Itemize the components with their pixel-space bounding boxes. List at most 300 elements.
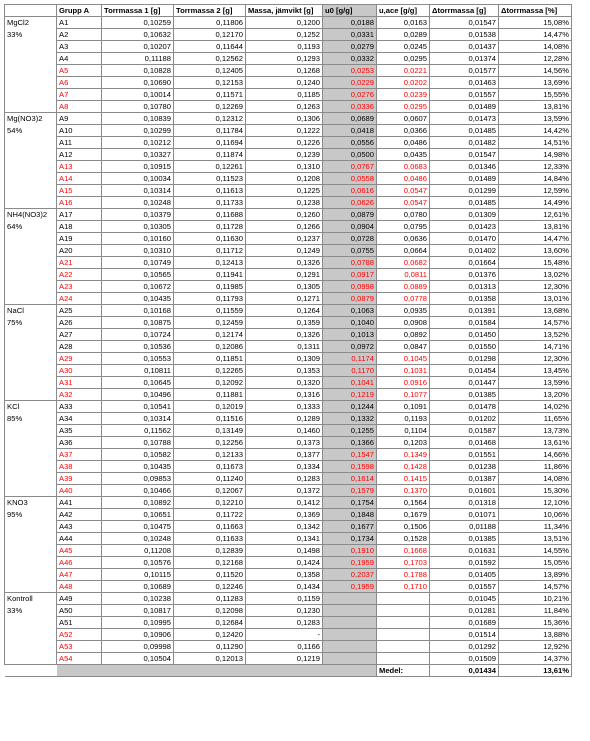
u-ace-cell[interactable]: 0,0289 [377, 29, 430, 41]
delta-percent-cell[interactable]: 13,61% [499, 437, 572, 449]
sample-id-cell[interactable]: A47 [57, 569, 102, 581]
u-ace-cell[interactable] [377, 593, 430, 605]
u-ace-cell[interactable]: 0,1045 [377, 353, 430, 365]
delta-percent-cell[interactable]: 15,55% [499, 89, 572, 101]
u-ace-cell[interactable]: 0,0682 [377, 257, 430, 269]
u0-cell[interactable]: 0,1219 [323, 389, 377, 401]
sample-id-cell[interactable]: A28 [57, 341, 102, 353]
dry-mass-2-cell[interactable]: 0,12086 [174, 341, 246, 353]
delta-percent-cell[interactable]: 14,57% [499, 581, 572, 593]
group-label-cell[interactable] [5, 113, 57, 125]
delta-mass-cell[interactable]: 0,01689 [430, 617, 499, 629]
delta-percent-cell[interactable]: 12,61% [499, 209, 572, 221]
sample-id-cell[interactable]: A17 [57, 209, 102, 221]
sample-id-cell[interactable]: A38 [57, 461, 102, 473]
equilibrium-mass-cell[interactable]: 0,1289 [246, 413, 323, 425]
u-ace-cell[interactable]: 0,1528 [377, 533, 430, 545]
delta-mass-cell[interactable]: 0,01292 [430, 641, 499, 653]
u-ace-cell[interactable]: 0,0908 [377, 317, 430, 329]
u-ace-cell[interactable]: 0,1091 [377, 401, 430, 413]
equilibrium-mass-cell[interactable]: 0,1311 [246, 341, 323, 353]
u0-cell[interactable]: 0,0879 [323, 293, 377, 305]
delta-percent-cell[interactable]: 13,88% [499, 629, 572, 641]
delta-mass-cell[interactable]: 0,01447 [430, 377, 499, 389]
equilibrium-mass-cell[interactable]: 0,1359 [246, 317, 323, 329]
u-ace-cell[interactable]: 0,1031 [377, 365, 430, 377]
u-ace-cell[interactable]: 0,1703 [377, 557, 430, 569]
equilibrium-mass-cell[interactable]: 0,1264 [246, 305, 323, 317]
sample-id-cell[interactable]: A26 [57, 317, 102, 329]
sample-id-cell[interactable]: A33 [57, 401, 102, 413]
group-spacer-cell[interactable] [5, 617, 57, 629]
dry-mass-1-cell[interactable]: 0,10014 [102, 89, 174, 101]
delta-mass-cell[interactable]: 0,01547 [430, 17, 499, 29]
delta-percent-cell[interactable]: 13,68% [499, 305, 572, 317]
sample-id-cell[interactable]: A51 [57, 617, 102, 629]
sample-id-cell[interactable]: A1 [57, 17, 102, 29]
delta-percent-cell[interactable]: 13,02% [499, 269, 572, 281]
u0-cell[interactable]: 0,1579 [323, 485, 377, 497]
u-ace-cell[interactable]: 0,0295 [377, 53, 430, 65]
equilibrium-mass-cell[interactable]: 0,1291 [246, 269, 323, 281]
group-spacer-cell[interactable] [5, 425, 57, 437]
u-ace-cell[interactable]: 0,0366 [377, 125, 430, 137]
group-spacer-cell[interactable] [5, 233, 57, 245]
delta-mass-cell[interactable]: 0,01485 [430, 197, 499, 209]
sample-id-cell[interactable]: A23 [57, 281, 102, 293]
dry-mass-1-cell[interactable]: 0,10811 [102, 365, 174, 377]
delta-mass-cell[interactable]: 0,01468 [430, 437, 499, 449]
dry-mass-1-cell[interactable]: 0,10496 [102, 389, 174, 401]
equilibrium-mass-cell[interactable]: 0,1193 [246, 41, 323, 53]
equilibrium-mass-cell[interactable]: 0,1434 [246, 581, 323, 593]
u-ace-cell[interactable] [377, 617, 430, 629]
dry-mass-1-cell[interactable]: 0,10466 [102, 485, 174, 497]
u0-cell[interactable]: 0,1063 [323, 305, 377, 317]
u-ace-cell[interactable]: 0,0239 [377, 89, 430, 101]
sample-id-cell[interactable]: A9 [57, 113, 102, 125]
dry-mass-2-cell[interactable]: 0,11874 [174, 149, 246, 161]
u-ace-cell[interactable]: 0,1679 [377, 509, 430, 521]
dry-mass-2-cell[interactable]: 0,11688 [174, 209, 246, 221]
sample-id-cell[interactable]: A7 [57, 89, 102, 101]
delta-percent-cell[interactable]: 15,08% [499, 17, 572, 29]
dry-mass-2-cell[interactable]: 0,11644 [174, 41, 246, 53]
u0-cell[interactable]: 0,0336 [323, 101, 377, 113]
u-ace-cell[interactable]: 0,0245 [377, 41, 430, 53]
group-spacer-cell[interactable] [5, 149, 57, 161]
delta-mass-cell[interactable]: 0,01473 [430, 113, 499, 125]
dry-mass-1-cell[interactable]: 0,10651 [102, 509, 174, 521]
delta-mass-cell[interactable]: 0,01188 [430, 521, 499, 533]
u0-cell[interactable]: 0,0972 [323, 341, 377, 353]
u-ace-cell[interactable]: 0,0295 [377, 101, 430, 113]
u0-cell[interactable]: 0,0332 [323, 53, 377, 65]
equilibrium-mass-cell[interactable]: 0,1268 [246, 65, 323, 77]
dry-mass-2-cell[interactable]: 0,11722 [174, 509, 246, 521]
dry-mass-2-cell[interactable]: 0,11523 [174, 173, 246, 185]
delta-mass-cell[interactable]: 0,01387 [430, 473, 499, 485]
dry-mass-2-cell[interactable]: 0,12562 [174, 53, 246, 65]
delta-mass-cell[interactable]: 0,01376 [430, 269, 499, 281]
u-ace-cell[interactable]: 0,0916 [377, 377, 430, 389]
delta-mass-cell[interactable]: 0,01489 [430, 101, 499, 113]
dry-mass-1-cell[interactable]: 0,11188 [102, 53, 174, 65]
u0-cell[interactable]: 0,1959 [323, 581, 377, 593]
u-ace-cell[interactable]: 0,1710 [377, 581, 430, 593]
sample-id-cell[interactable]: A11 [57, 137, 102, 149]
u-ace-cell[interactable]: 0,0607 [377, 113, 430, 125]
u0-cell[interactable]: 0,1040 [323, 317, 377, 329]
delta-percent-cell[interactable]: 14,42% [499, 125, 572, 137]
delta-mass-cell[interactable]: 0,01374 [430, 53, 499, 65]
sample-id-cell[interactable]: A13 [57, 161, 102, 173]
dry-mass-1-cell[interactable]: 0,10305 [102, 221, 174, 233]
dry-mass-1-cell[interactable]: 0,10553 [102, 353, 174, 365]
dry-mass-1-cell[interactable]: 0,10504 [102, 653, 174, 665]
equilibrium-mass-cell[interactable]: 0,1373 [246, 437, 323, 449]
delta-percent-cell[interactable]: 12,33% [499, 161, 572, 173]
delta-mass-cell[interactable]: 0,01538 [430, 29, 499, 41]
delta-mass-cell[interactable]: 0,01238 [430, 461, 499, 473]
delta-percent-cell[interactable]: 14,56% [499, 65, 572, 77]
sample-id-cell[interactable]: A53 [57, 641, 102, 653]
dry-mass-2-cell[interactable]: 0,11694 [174, 137, 246, 149]
equilibrium-mass-cell[interactable]: 0,1237 [246, 233, 323, 245]
dry-mass-2-cell[interactable]: 0,12168 [174, 557, 246, 569]
sample-id-cell[interactable]: A45 [57, 545, 102, 557]
delta-percent-cell[interactable]: 14,49% [499, 197, 572, 209]
delta-percent-cell[interactable]: 13,01% [499, 293, 572, 305]
dry-mass-1-cell[interactable]: 0,10632 [102, 29, 174, 41]
sample-id-cell[interactable]: A40 [57, 485, 102, 497]
u-ace-cell[interactable] [377, 605, 430, 617]
delta-mass-cell[interactable]: 0,01423 [430, 221, 499, 233]
dry-mass-1-cell[interactable]: 0,10541 [102, 401, 174, 413]
group-spacer-cell[interactable] [5, 41, 57, 53]
delta-percent-cell[interactable]: 14,55% [499, 545, 572, 557]
dry-mass-1-cell[interactable]: 0,11562 [102, 425, 174, 437]
u-ace-cell[interactable]: 0,0547 [377, 185, 430, 197]
group-spacer-cell[interactable] [5, 101, 57, 113]
equilibrium-mass-cell[interactable]: 0,1341 [246, 533, 323, 545]
sample-id-cell[interactable]: A52 [57, 629, 102, 641]
group-spacer-cell[interactable] [5, 569, 57, 581]
equilibrium-mass-cell[interactable]: 0,1342 [246, 521, 323, 533]
group-label-cell[interactable] [5, 401, 57, 413]
equilibrium-mass-cell[interactable]: 0,1316 [246, 389, 323, 401]
u-ace-cell[interactable]: 0,1564 [377, 497, 430, 509]
delta-percent-cell[interactable]: 11,34% [499, 521, 572, 533]
sample-id-cell[interactable]: A36 [57, 437, 102, 449]
sample-id-cell[interactable]: A46 [57, 557, 102, 569]
equilibrium-mass-cell[interactable]: 0,1238 [246, 197, 323, 209]
delta-percent-cell[interactable]: 14,66% [499, 449, 572, 461]
delta-percent-cell[interactable]: 14,47% [499, 29, 572, 41]
u0-cell[interactable]: 0,0998 [323, 281, 377, 293]
u-ace-cell[interactable]: 0,0811 [377, 269, 430, 281]
delta-mass-cell[interactable]: 0,01385 [430, 389, 499, 401]
delta-percent-cell[interactable]: 11,65% [499, 413, 572, 425]
group-spacer-cell[interactable] [5, 185, 57, 197]
delta-mass-cell[interactable]: 0,01601 [430, 485, 499, 497]
delta-percent-cell[interactable]: 12,28% [499, 53, 572, 65]
u0-cell[interactable]: 0,1332 [323, 413, 377, 425]
delta-percent-cell[interactable]: 14,08% [499, 473, 572, 485]
group-spacer-cell[interactable] [5, 77, 57, 89]
group-label-cell[interactable] [5, 497, 57, 509]
dry-mass-1-cell[interactable]: 0,10115 [102, 569, 174, 581]
equilibrium-mass-cell[interactable]: 0,1424 [246, 557, 323, 569]
sample-id-cell[interactable]: A39 [57, 473, 102, 485]
group-spacer-cell[interactable] [5, 581, 57, 593]
footer-label-cell[interactable]: Medel: [377, 665, 430, 677]
equilibrium-mass-cell[interactable]: 0,1226 [246, 137, 323, 149]
delta-percent-cell[interactable]: 13,45% [499, 365, 572, 377]
sample-id-cell[interactable]: A24 [57, 293, 102, 305]
dry-mass-2-cell[interactable]: 0,11881 [174, 389, 246, 401]
u0-cell[interactable]: 0,1547 [323, 449, 377, 461]
delta-mass-cell[interactable]: 0,01631 [430, 545, 499, 557]
sample-id-cell[interactable]: A8 [57, 101, 102, 113]
group-spacer-cell[interactable] [5, 317, 57, 329]
sample-id-cell[interactable]: A6 [57, 77, 102, 89]
sample-id-cell[interactable]: A42 [57, 509, 102, 521]
u0-cell[interactable]: 0,1013 [323, 329, 377, 341]
header-cell-group[interactable] [5, 5, 57, 17]
group-spacer-cell[interactable] [5, 197, 57, 209]
dry-mass-2-cell[interactable]: 0,11851 [174, 353, 246, 365]
delta-mass-cell[interactable]: 0,01346 [430, 161, 499, 173]
dry-mass-2-cell[interactable]: 0,11784 [174, 125, 246, 137]
delta-percent-cell[interactable]: 12,59% [499, 185, 572, 197]
dry-mass-2-cell[interactable]: 0,11516 [174, 413, 246, 425]
equilibrium-mass-cell[interactable]: 0,1412 [246, 497, 323, 509]
dry-mass-1-cell[interactable]: 0,10645 [102, 377, 174, 389]
dry-mass-2-cell[interactable]: 0,11240 [174, 473, 246, 485]
sample-id-cell[interactable]: A37 [57, 449, 102, 461]
dry-mass-1-cell[interactable]: 0,10828 [102, 65, 174, 77]
dry-mass-1-cell[interactable]: 0,10576 [102, 557, 174, 569]
delta-percent-cell[interactable]: 14,47% [499, 233, 572, 245]
dry-mass-2-cell[interactable]: 0,12413 [174, 257, 246, 269]
delta-mass-cell[interactable]: 0,01584 [430, 317, 499, 329]
dry-mass-1-cell[interactable]: 0,10379 [102, 209, 174, 221]
equilibrium-mass-cell[interactable]: 0,1208 [246, 173, 323, 185]
group-spacer-cell[interactable] [5, 125, 57, 137]
dry-mass-2-cell[interactable]: 0,12246 [174, 581, 246, 593]
delta-mass-cell[interactable]: 0,01463 [430, 77, 499, 89]
u0-cell[interactable]: 0,1174 [323, 353, 377, 365]
u-ace-cell[interactable] [377, 653, 430, 665]
group-spacer-cell[interactable] [5, 353, 57, 365]
equilibrium-mass-cell[interactable]: 0,1252 [246, 29, 323, 41]
group-spacer-cell[interactable] [5, 257, 57, 269]
dry-mass-2-cell[interactable]: 0,12405 [174, 65, 246, 77]
dry-mass-1-cell[interactable]: 0,10160 [102, 233, 174, 245]
dry-mass-2-cell[interactable]: 0,11793 [174, 293, 246, 305]
equilibrium-mass-cell[interactable]: 0,1372 [246, 485, 323, 497]
u-ace-cell[interactable]: 0,0486 [377, 137, 430, 149]
dry-mass-1-cell[interactable]: 0,10314 [102, 185, 174, 197]
sample-id-cell[interactable]: A15 [57, 185, 102, 197]
dry-mass-1-cell[interactable]: 0,10749 [102, 257, 174, 269]
group-spacer-cell[interactable] [5, 437, 57, 449]
header-cell-dry-mass-2[interactable]: Torrmassa 2 [g] [174, 5, 246, 17]
dry-mass-2-cell[interactable]: 0,11806 [174, 17, 246, 29]
delta-mass-cell[interactable]: 0,01454 [430, 365, 499, 377]
delta-mass-cell[interactable]: 0,01318 [430, 497, 499, 509]
dry-mass-2-cell[interactable]: 0,11985 [174, 281, 246, 293]
equilibrium-mass-cell[interactable]: 0,1333 [246, 401, 323, 413]
group-spacer-cell[interactable] [5, 293, 57, 305]
group-spacer-cell[interactable] [5, 89, 57, 101]
dry-mass-1-cell[interactable]: 0,10435 [102, 461, 174, 473]
u-ace-cell[interactable]: 0,1668 [377, 545, 430, 557]
u-ace-cell[interactable]: 0,0435 [377, 149, 430, 161]
dry-mass-1-cell[interactable]: 0,10690 [102, 77, 174, 89]
u-ace-cell[interactable]: 0,1104 [377, 425, 430, 437]
dry-mass-2-cell[interactable]: 0,12839 [174, 545, 246, 557]
header-cell-sample[interactable]: Grupp A [57, 5, 102, 17]
dry-mass-2-cell[interactable]: 0,11559 [174, 305, 246, 317]
sample-id-cell[interactable]: A5 [57, 65, 102, 77]
group-spacer-cell[interactable] [5, 545, 57, 557]
u0-cell[interactable]: 0,0879 [323, 209, 377, 221]
dry-mass-2-cell[interactable]: 0,12256 [174, 437, 246, 449]
footer-mean-delta-percent[interactable]: 13,61% [499, 665, 572, 677]
dry-mass-2-cell[interactable]: 0,11728 [174, 221, 246, 233]
equilibrium-mass-cell[interactable]: 0,1271 [246, 293, 323, 305]
group-spacer-cell[interactable] [5, 485, 57, 497]
dry-mass-2-cell[interactable]: 0,11283 [174, 593, 246, 605]
u-ace-cell[interactable]: 0,1193 [377, 413, 430, 425]
sample-id-cell[interactable]: A50 [57, 605, 102, 617]
equilibrium-mass-cell[interactable]: 0,1185 [246, 89, 323, 101]
group-spacer-cell[interactable] [5, 473, 57, 485]
dry-mass-1-cell[interactable]: 0,10565 [102, 269, 174, 281]
dry-mass-2-cell[interactable]: 0,11712 [174, 245, 246, 257]
u0-cell[interactable] [323, 617, 377, 629]
delta-percent-cell[interactable]: 10,06% [499, 509, 572, 521]
dry-mass-2-cell[interactable]: 0,12684 [174, 617, 246, 629]
group-label-cell[interactable] [5, 593, 57, 605]
delta-mass-cell[interactable]: 0,01450 [430, 329, 499, 341]
delta-percent-cell[interactable]: 12,30% [499, 353, 572, 365]
delta-percent-cell[interactable]: 15,30% [499, 485, 572, 497]
u0-cell[interactable]: 0,1677 [323, 521, 377, 533]
group-spacer-cell[interactable] [5, 413, 57, 425]
u-ace-cell[interactable]: 0,0664 [377, 245, 430, 257]
u0-cell[interactable]: 0,1244 [323, 401, 377, 413]
dry-mass-2-cell[interactable]: 0,11571 [174, 89, 246, 101]
delta-percent-cell[interactable]: 14,08% [499, 41, 572, 53]
dry-mass-1-cell[interactable]: 0,10248 [102, 197, 174, 209]
delta-percent-cell[interactable]: 11,84% [499, 605, 572, 617]
equilibrium-mass-cell[interactable]: 0,1230 [246, 605, 323, 617]
group-spacer-cell[interactable] [5, 605, 57, 617]
group-spacer-cell[interactable] [5, 449, 57, 461]
delta-percent-cell[interactable]: 13,60% [499, 245, 572, 257]
u0-cell[interactable]: 0,1170 [323, 365, 377, 377]
u-ace-cell[interactable]: 0,0935 [377, 305, 430, 317]
dry-mass-2-cell[interactable]: 0,12092 [174, 377, 246, 389]
delta-percent-cell[interactable]: 13,51% [499, 533, 572, 545]
dry-mass-2-cell[interactable]: 0,12013 [174, 653, 246, 665]
delta-percent-cell[interactable]: 13,59% [499, 377, 572, 389]
group-spacer-cell[interactable] [5, 653, 57, 665]
dry-mass-1-cell[interactable]: 0,10817 [102, 605, 174, 617]
delta-mass-cell[interactable]: 0,01557 [430, 581, 499, 593]
equilibrium-mass-cell[interactable]: 0,1166 [246, 641, 323, 653]
equilibrium-mass-cell[interactable]: 0,1225 [246, 185, 323, 197]
dry-mass-1-cell[interactable]: 0,10672 [102, 281, 174, 293]
u0-cell[interactable]: 0,0904 [323, 221, 377, 233]
dry-mass-2-cell[interactable]: 0,12312 [174, 113, 246, 125]
equilibrium-mass-cell[interactable]: 0,1222 [246, 125, 323, 137]
delta-mass-cell[interactable]: 0,01045 [430, 593, 499, 605]
sample-id-cell[interactable]: A2 [57, 29, 102, 41]
dry-mass-2-cell[interactable]: 0,11630 [174, 233, 246, 245]
sample-id-cell[interactable]: A16 [57, 197, 102, 209]
group-spacer-cell[interactable] [5, 521, 57, 533]
sample-id-cell[interactable]: A12 [57, 149, 102, 161]
sample-id-cell[interactable]: A32 [57, 389, 102, 401]
group-spacer-cell[interactable] [5, 389, 57, 401]
dry-mass-2-cell[interactable]: 0,11290 [174, 641, 246, 653]
dry-mass-1-cell[interactable]: 0,10475 [102, 521, 174, 533]
dry-mass-2-cell[interactable]: 0,12174 [174, 329, 246, 341]
dry-mass-1-cell[interactable]: 0,10995 [102, 617, 174, 629]
delta-mass-cell[interactable]: 0,01485 [430, 125, 499, 137]
dry-mass-1-cell[interactable]: 0,11208 [102, 545, 174, 557]
dry-mass-1-cell[interactable]: 0,10915 [102, 161, 174, 173]
header-cell-u0[interactable]: u0 [g/g] [323, 5, 377, 17]
dry-mass-2-cell[interactable]: 0,12210 [174, 497, 246, 509]
u0-cell[interactable]: 0,1848 [323, 509, 377, 521]
u-ace-cell[interactable]: 0,1506 [377, 521, 430, 533]
equilibrium-mass-cell[interactable]: 0,1219 [246, 653, 323, 665]
group-spacer-cell[interactable] [5, 377, 57, 389]
u0-cell[interactable]: 0,0616 [323, 185, 377, 197]
delta-mass-cell[interactable]: 0,01071 [430, 509, 499, 521]
sample-id-cell[interactable]: A41 [57, 497, 102, 509]
equilibrium-mass-cell[interactable]: 0,1309 [246, 353, 323, 365]
equilibrium-mass-cell[interactable]: 0,1263 [246, 101, 323, 113]
header-cell-u-ace[interactable]: u,ace [g/g] [377, 5, 430, 17]
group-spacer-cell[interactable] [5, 173, 57, 185]
dry-mass-2-cell[interactable]: 0,11941 [174, 269, 246, 281]
header-cell-delta-percent[interactable]: Δtorrmassa [%] [499, 5, 572, 17]
delta-percent-cell[interactable]: 14,98% [499, 149, 572, 161]
delta-mass-cell[interactable]: 0,01298 [430, 353, 499, 365]
u-ace-cell[interactable]: 0,0889 [377, 281, 430, 293]
dry-mass-1-cell[interactable]: 0,10435 [102, 293, 174, 305]
u-ace-cell[interactable]: 0,0202 [377, 77, 430, 89]
equilibrium-mass-cell[interactable]: 0,1283 [246, 617, 323, 629]
delta-mass-cell[interactable]: 0,01405 [430, 569, 499, 581]
u-ace-cell[interactable]: 0,0636 [377, 233, 430, 245]
delta-mass-cell[interactable]: 0,01587 [430, 425, 499, 437]
header-cell-delta-mass[interactable]: Δtorrmassa [g] [430, 5, 499, 17]
u0-cell[interactable]: 0,0556 [323, 137, 377, 149]
dry-mass-2-cell[interactable]: 0,12420 [174, 629, 246, 641]
dry-mass-1-cell[interactable]: 0,10839 [102, 113, 174, 125]
delta-percent-cell[interactable]: 13,81% [499, 221, 572, 233]
sample-id-cell[interactable]: A4 [57, 53, 102, 65]
dry-mass-1-cell[interactable]: 0,10875 [102, 317, 174, 329]
delta-mass-cell[interactable]: 0,01313 [430, 281, 499, 293]
